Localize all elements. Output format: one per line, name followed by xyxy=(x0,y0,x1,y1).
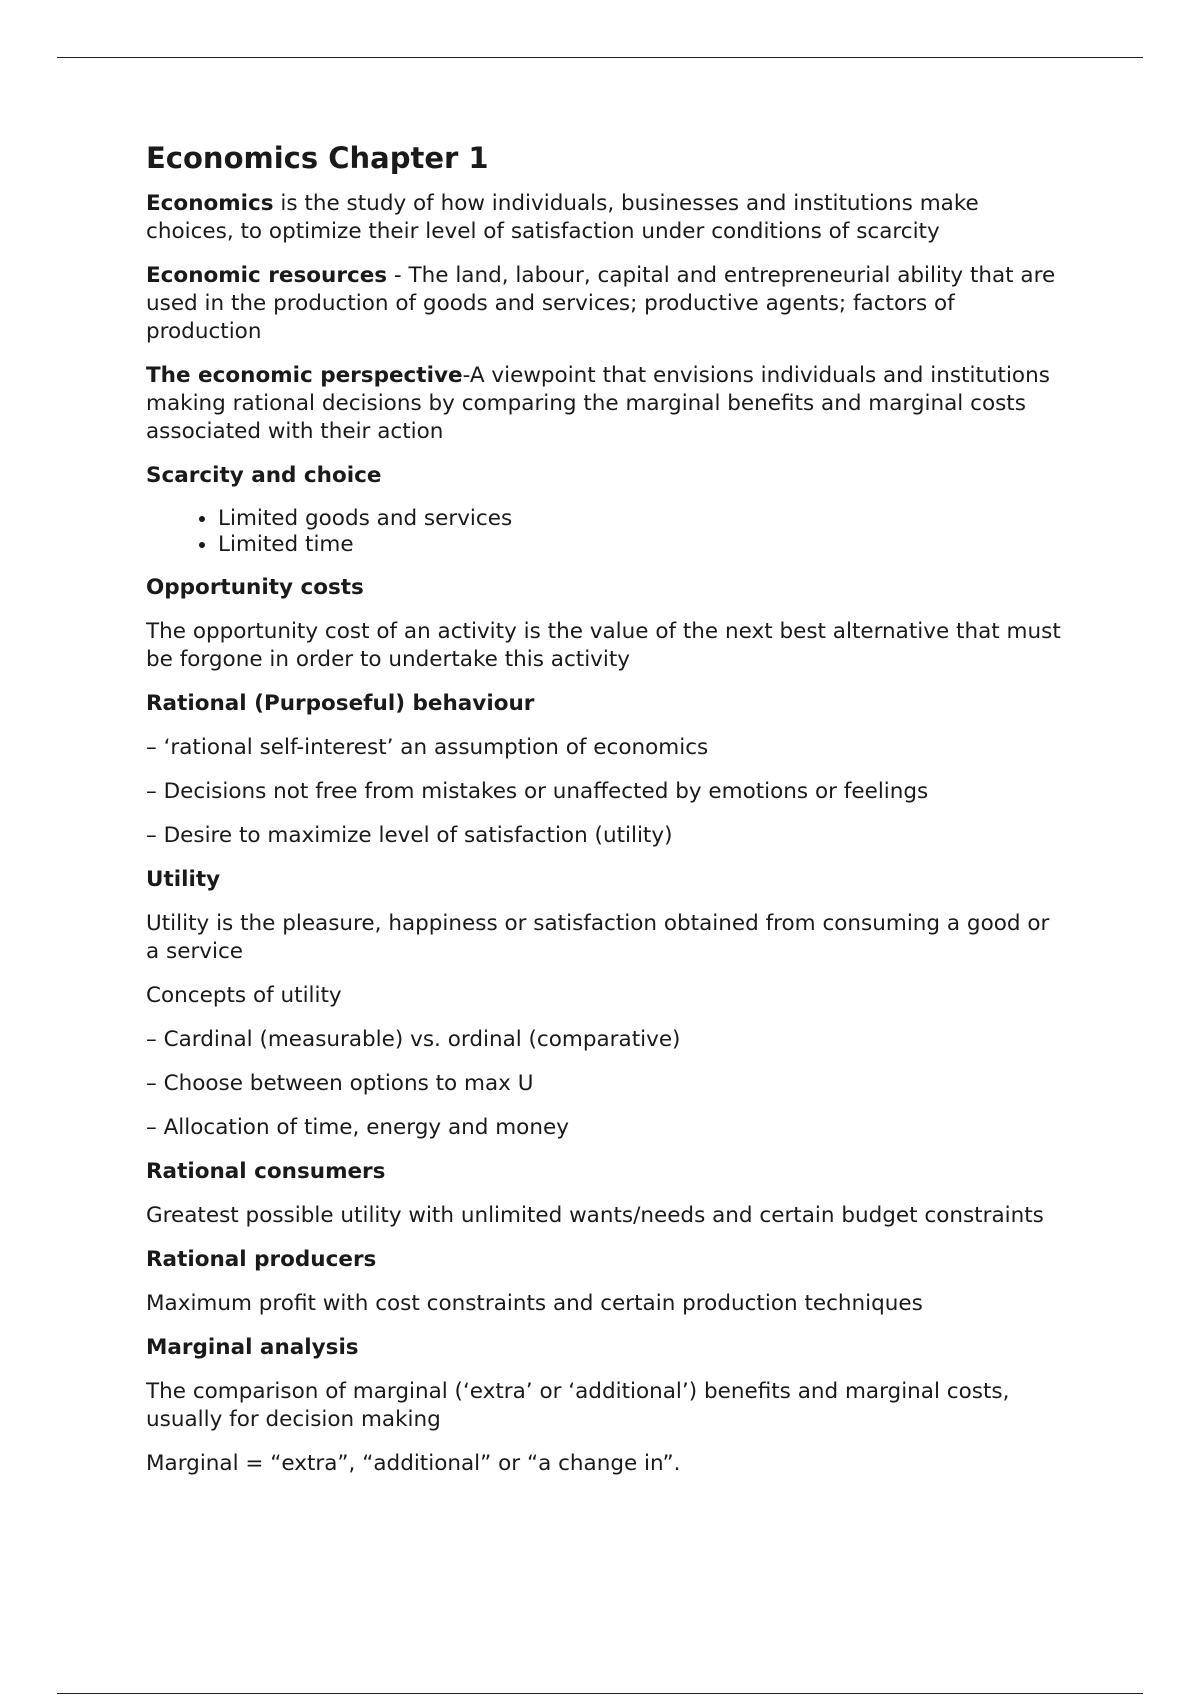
marginal-heading: Marginal analysis xyxy=(146,1335,359,1361)
rational-line: – Decisions not free from mistakes or unaffected by emotions or feelings xyxy=(146,779,929,805)
producers-text: Maximum profit with cost constraints and certain production techniques xyxy=(146,1291,923,1317)
perspective-definition-text: -A viewpoint that envisions individuals and institutions making rational decisions by comparing the marginal benefits and marginal costs associated with their action xyxy=(146,363,1050,445)
list-item: • Limited goods and services xyxy=(218,506,1066,532)
opportunity-text: The opportunity cost of an activity is the value of the next best alternative that must be forgone in order to undertake this activity xyxy=(146,619,1061,673)
rational-line: – Desire to maximize level of satisfaction (utility) xyxy=(146,823,673,849)
utility-concepts-label: Concepts of utility xyxy=(146,983,342,1009)
list-item: • Limited time xyxy=(218,532,1066,558)
perspective-definition xyxy=(146,362,1066,446)
opportunity-heading: Opportunity costs xyxy=(146,575,364,601)
utility-line: – Choose between options to max U xyxy=(146,1071,534,1097)
rational-heading: Rational (Purposeful) behaviour xyxy=(146,691,535,717)
term-economics: Economics xyxy=(146,191,274,217)
scarcity-list xyxy=(146,506,1066,558)
top-rule xyxy=(57,57,1143,58)
term-economic-perspective: The economic perspective xyxy=(146,363,463,389)
consumers-heading: Rational consumers xyxy=(146,1159,386,1185)
bottom-rule xyxy=(57,1693,1143,1694)
resources-definition-text: - The land, labour, capital and entrepreneurial ability that are used in the production of goods and services; productive agents; factors of production xyxy=(146,263,1056,345)
resources-definition xyxy=(146,262,1066,346)
consumers-text: Greatest possible utility with unlimited wants/needs and certain budget constraints xyxy=(146,1203,1044,1229)
page-title: Economics Chapter 1 xyxy=(146,141,489,175)
utility-line: – Cardinal (measurable) vs. ordinal (comparative) xyxy=(146,1027,681,1053)
economics-definition xyxy=(146,190,1066,246)
marginal-text: The comparison of marginal (‘extra’ or ‘additional’) benefits and marginal costs, usually for decision making xyxy=(146,1379,1010,1433)
rational-line: – ‘rational self-interest’ an assumption of economics xyxy=(146,735,709,761)
utility-heading: Utility xyxy=(146,867,221,893)
document-body xyxy=(146,140,1066,1494)
economics-definition-text: is the study of how individuals, businesses and institutions make choices, to optimize their level of satisfaction under conditions of scarcity xyxy=(146,191,979,245)
marginal-definition: Marginal = “extra”, “additional” or “a change in”. xyxy=(146,1451,681,1477)
scarcity-heading: Scarcity and choice xyxy=(146,463,382,489)
utility-text: Utility is the pleasure, happiness or satisfaction obtained from consuming a good or a service xyxy=(146,911,1050,965)
utility-line: – Allocation of time, energy and money xyxy=(146,1115,569,1141)
term-economic-resources: Economic resources xyxy=(146,263,388,289)
producers-heading: Rational producers xyxy=(146,1247,377,1273)
